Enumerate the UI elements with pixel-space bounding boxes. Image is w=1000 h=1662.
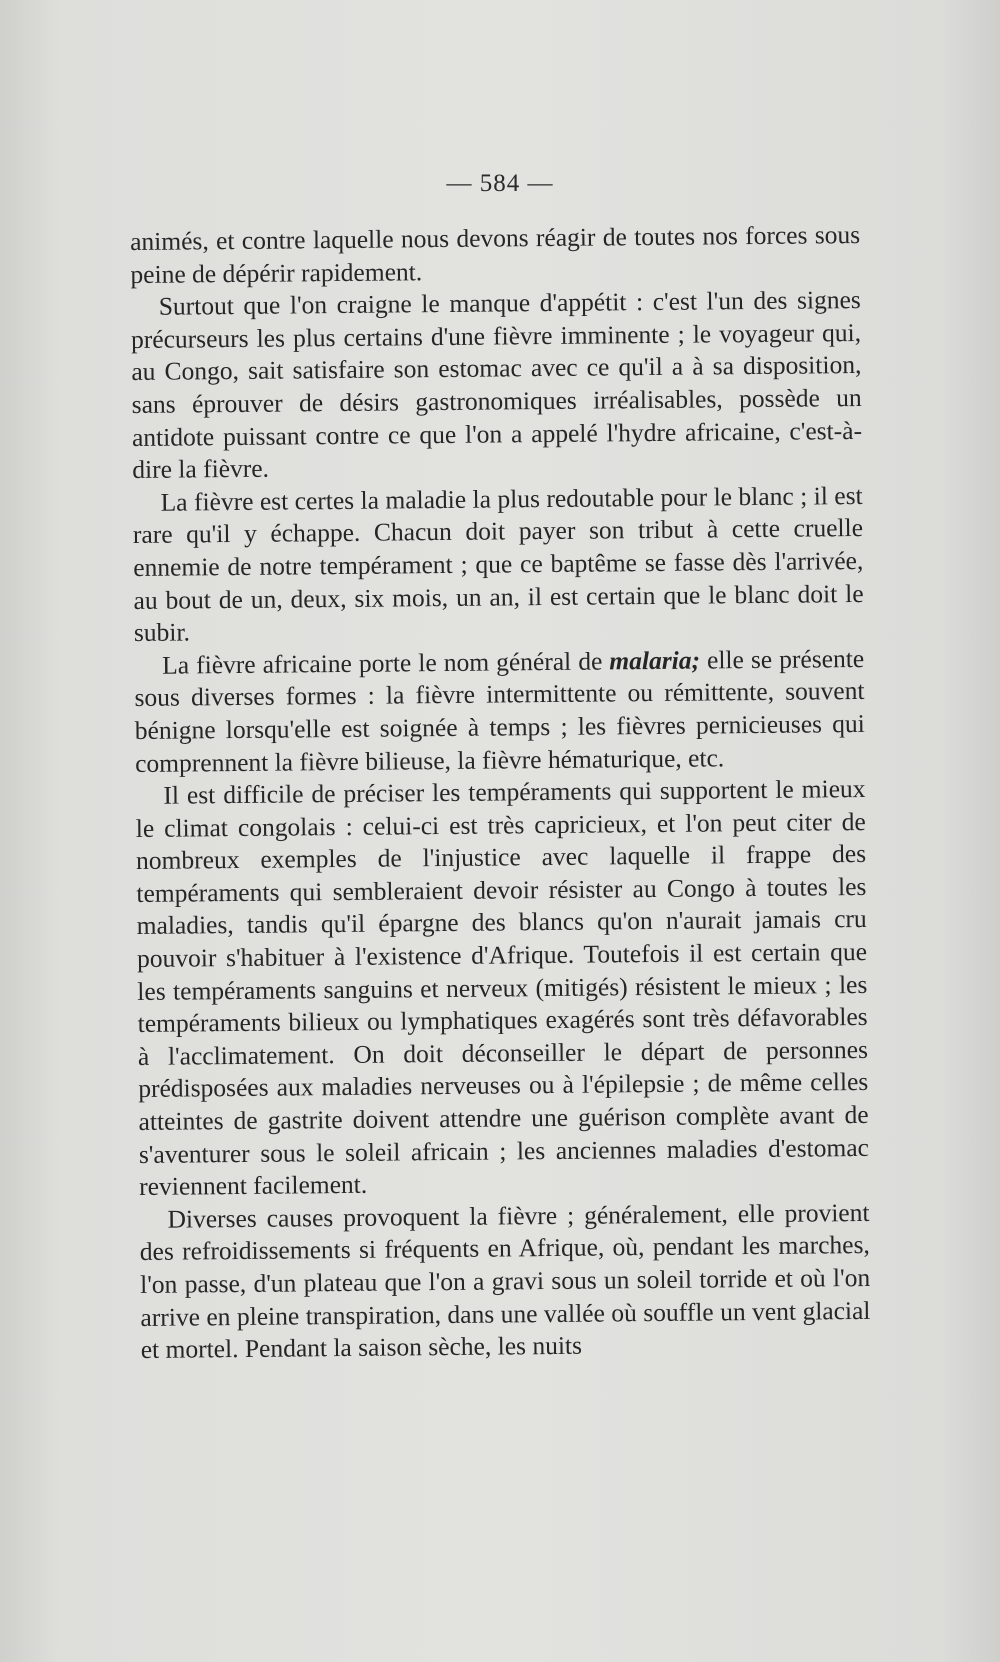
paragraph-appetite: Surtout que l'on craigne le manque d'appétit : c'est l'un des signes précurseurs les plus certains d'une fièvre imminente ; le voyageur qui, au Congo, sait satisfaire son estomac avec ce qu'il a à sa disposition, sans éprouver de désirs gastronomiques irréalisables, possède un antidote puissant contre ce que l'on a appelé l'hydre africaine, c'est-à-dire la fièvre. [130,285,863,485]
malaria-text-before: La fièvre africaine porte le nom général de [162,646,610,680]
paragraph-fever-danger: La fièvre est certes la maladie la plus redoutable pour le blanc ; il est rare qu'il y échappe. Chacun doit payer son tribut à cette cruelle ennemie de notre tempérament ; que ce baptême se fasse dès l'arrivée, au bout de un, deux, six mois, un an, il est certain que le blanc doit le subir. [132,480,864,648]
body-text [130,219,871,1367]
paragraph-malaria [134,643,865,780]
paragraph-continuation: animés, et contre laquelle nous devons réagir de toutes nos forces sous peine de dépérir rapidement. [130,219,861,289]
paragraph-temperaments: Il est difficile de préciser les tempéraments qui supportent le mieux le climat congolais : celui-ci est très capricieux, et l'on peut citer de nombreux exemples de l'injustice avec laquelle il frappe des tempéraments qui sembleraient devoir résister au Congo à toutes les maladies, tandis qu'il épargne des blancs qu'on n'aurait jamais cru pouvoir s'habituer à l'existence d'Afrique. Toutefois il est certain que les tempéraments sanguins et nerveux (mitigés) résistent le mieux ; les tempéraments bilieux ou lymphatiques exagérés sont très défavorables à l'acclimatement. On doit déconseiller le départ de personnes prédisposées aux maladies nerveuses ou à l'épilepsie ; de même celles atteintes de gastrite doivent attendre une guérison complète avant de s'aventurer sous le soleil africain ; les anciennes maladies d'estomac reviennent facilement. [135,774,870,1202]
malaria-text-after: elle se présente sous diverses formes : la fièvre intermittente ou rémittente, souvent bénigne lorsqu'elle est soignée à temps ; les fièvres pernicieuses qui comprennent la fièvre bilieuse, la fièvre hématurique, etc. [134,643,865,778]
malaria-emphasis: malaria; [609,645,701,676]
paragraph-causes: Diverses causes provoquent la fièvre ; généralement, elle provient des refroidissements si fréquents en Afrique, où, pendant les marches, l'on passe, d'un plateau que l'on a gravi sous un soleil torride et où l'on arrive en pleine transpiration, dans une vallée où souffle un vent glacial et mortel. Pendant la saison sèche, les nuits [139,1197,871,1365]
page-number: — 584 — [446,170,554,197]
